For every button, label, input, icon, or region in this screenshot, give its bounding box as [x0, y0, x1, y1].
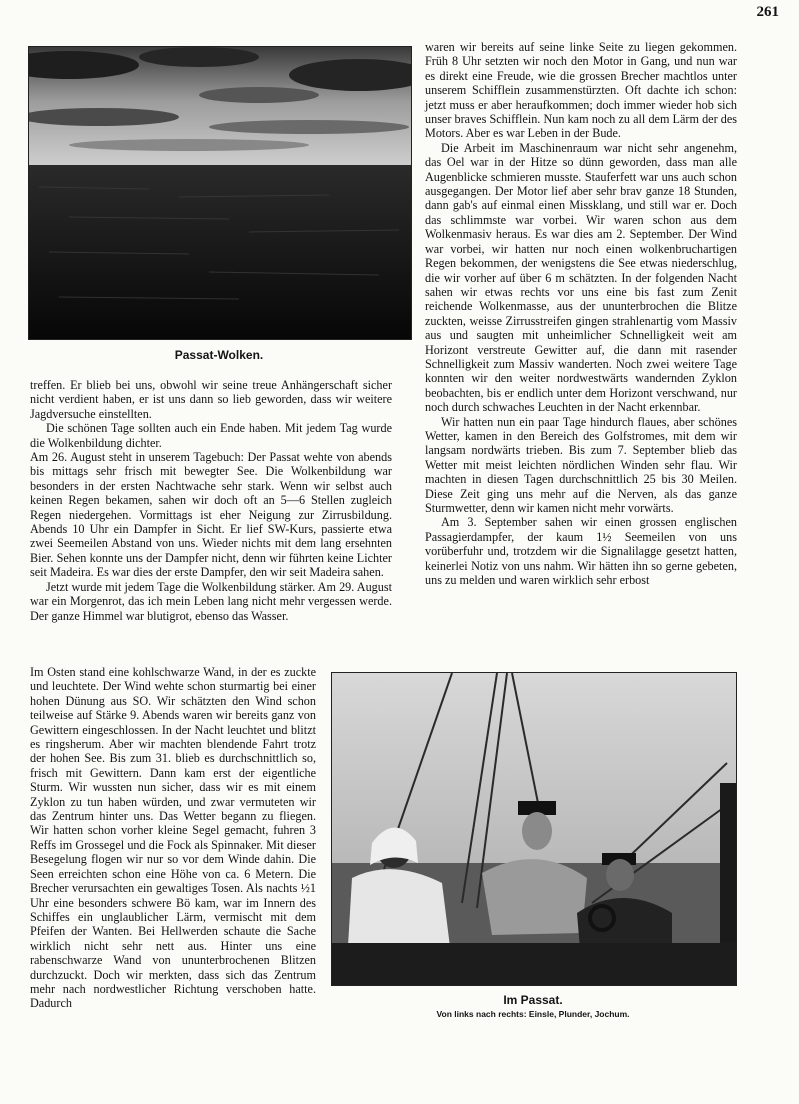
paragraph: Wir hatten nun ein paar Tage hindurch flaues, aber schönes Wetter, kamen in den Bereich des Golfstromes, mit dem wir langsam nordwärts trieben. Bis zum 7. September blieb das Wetter mit meist leichten nördlichen Winden sehr flau. Wir machten in diesen Tagen durchschnittlich 25 bis 30 Meilen. Diese Zeit ging uns mehr auf die Nerven, als das ganze Sturmwetter, denn wir kamen nicht mehr vorwärts.	[425, 414, 737, 515]
paragraph: Jetzt wurde mit jedem Tage die Wolkenbildung stärker. Am 29. August war ein Morgenrot, das ich mein Leben lang nicht mehr vergessen werde. Der ganze Himmel war blutigrot, ebenso das Wasser.	[30, 579, 392, 623]
page-number: 261	[756, 4, 779, 20]
figure2-subcaption: Von links nach rechts: Einsle, Plunder, Jochum.	[436, 1009, 630, 1019]
paragraph: Die Arbeit im Maschinenraum war nicht sehr angenehm, das Oel war in der Hitze so dünn geworden, dass man alle Augenblicke schmieren musste. Stauferfett war uns auch schon ausgegangen. Der Motor lief aber sehr brav ganze 18 Stunden, dann gab's auf einmal einen Missklang, und still war er. Doch das schlimmste war vorbei. Wir waren schon aus dem Wolkenmasiv heraus. Es war dies am 2. September. Der Wind war vorbei, wir hatten nur noch einen wolkenbruchartigen Regen bekommen, der wenigstens die See etwas niederschlug, die wir vorher auf über 6 m schätzten. In der folgenden Nacht sahen wir etwas rechts vor uns eine bis fast zum Zenit reichende Wolkenmasse, aus der ununterbrochen die Blitze zuckten, weisse Zirrusstreifen gingen strahlenartig vom Massiv aus und saugten mit unheimlicher Schnelligkeit weit am Horizont verstreute Gewitter auf, die dann mit rasender Schnelligkeit zum Massiv wanderten. Noch zwei weitere Tage konnten wir den weiter nordwestwärts wandernden Zyklon beobachten, bis er endlich unter dem Horizont verschwand, nur noch durch schwaches Leuchten in der Nacht erkennbar.	[425, 140, 737, 415]
paragraph: Am 3. September sahen wir einen grossen englischen Passagierdampfer, der kaum 1½ Seemeilen von uns vorüberfuhr und, trotzdem wir die Signalilagge gesetzt hatten, keinerlei Notiz von uns nahm. Wir hätten ihn so gerne gebeten, uns zu melden und waren wirklich sehr erbost	[425, 515, 737, 588]
left-column-narrow	[30, 665, 316, 1011]
paragraph: waren wir bereits auf seine linke Seite zu liegen gekommen. Früh 8 Uhr setzten wir noch den Motor in Gang, und nun war es direkt eine Freude, wie die grossen Brecher machtlos unter unserem Schifflein zusammenstürzten. Oft dachte ich schon: jetzt muss er aber heraufkommen; doch immer wieder hob sich unser braves Schifflein. Nun kam noch zu all dem Lärm der des Motors. Aber es war Leben in der Bude.	[425, 40, 737, 141]
figure1-caption: Passat-Wolken.	[174, 348, 264, 362]
figure2-caption: Im Passat.	[503, 993, 563, 1007]
right-column-top	[425, 40, 737, 587]
paragraph: Am 26. August steht in unserem Tagebuch: Der Passat wehte von abends bis mittags sehr frisch mit bewegter See. Die Wolkenbildung war besonders in der ersten Nachtwache sehr stark. Wenn wir selbst auch keinen Regen bekamen, sahen wir doch oft an 5—6 Stellen zugleich Regen niedergehen. Vormittags ist eher Neigung zur Zirrusbildung. Abends 10 Uhr ein Dampfer in Sicht. Er lief SW-Kurs, passierte etwa zwei Seemeilen Abstand von uns. Wieder nichts mit dem lang ersehnten Bier. Sehen konnte uns der Dampfer nicht, denn wir führten keine Lichter seit Madeira. Es war dies der erste Dampfer, den wir seit Madeira sahen.	[30, 450, 392, 580]
paragraph: treffen. Er blieb bei uns, obwohl wir seine treue Anhängerschaft sicher nicht verdient haben, er ist uns dann so lieb geworden, dass wir weitere Jagdversuche einstellten.	[30, 378, 392, 421]
paragraph: Die schönen Tage sollten auch ein Ende haben. Mit jedem Tag wurde die Wolkenbildung dichter.	[30, 421, 392, 450]
paragraph: Im Osten stand eine kohlschwarze Wand, in der es zuckte und leuchtete. Der Wind wehte schon sturmartig bei einer hohen Dünung aus SO. Wir schätzten den Wind schon teilweise auf Stärke 9. Abends waren wir bereits ganz von Gewittern eingeschlossen. In der Nacht leuchtet und blitzt es ringsherum. Aber wir machten blendende Fahrt trotz der hohen See. Bis zum 31. blieb es durchschnittlich so, frisch mit Gewittern. Dann kam erst der eigentliche Sturm. Wir wussten nun sicher, dass wir es mit einem Zyklon zu tun haben würden, und zwar vermuteten wir das Zentrum hinter uns. Das Wetter begann zu fliegen. Wir hatten schon vorher kleine Segel gemacht, fuhren 3 Reffs im Grossegel und die Fock als Spinnaker. Mit dieser Besegelung flogen wir nur so vor dem Winde dahin. Die Seen erreichten schon eine Höhe von ca. 6 Metern. Die Brecher verursachten ein gewaltiges Tosen. Als nachts ½1 Uhr eine besonders schwere Bö kam, war im Innern des Schiffes ein unglaublicher Lärm, vermischt mit dem Pfeifen der Wanten. Bei Hellwerden schaute die Sache wirklich nicht sehr nett aus. Hinter uns eine rabenschwarze Wand von ununterbrochenen Blitzen durchzuckt. Doch wir merkten, dass sich das Zentrum mehr nach nordwestlicher Richtung verschoben hatte. Dadurch	[30, 665, 316, 1011]
photo-im-passat	[331, 672, 737, 986]
left-column-wide	[30, 378, 392, 623]
photo-passat-clouds	[28, 46, 412, 340]
